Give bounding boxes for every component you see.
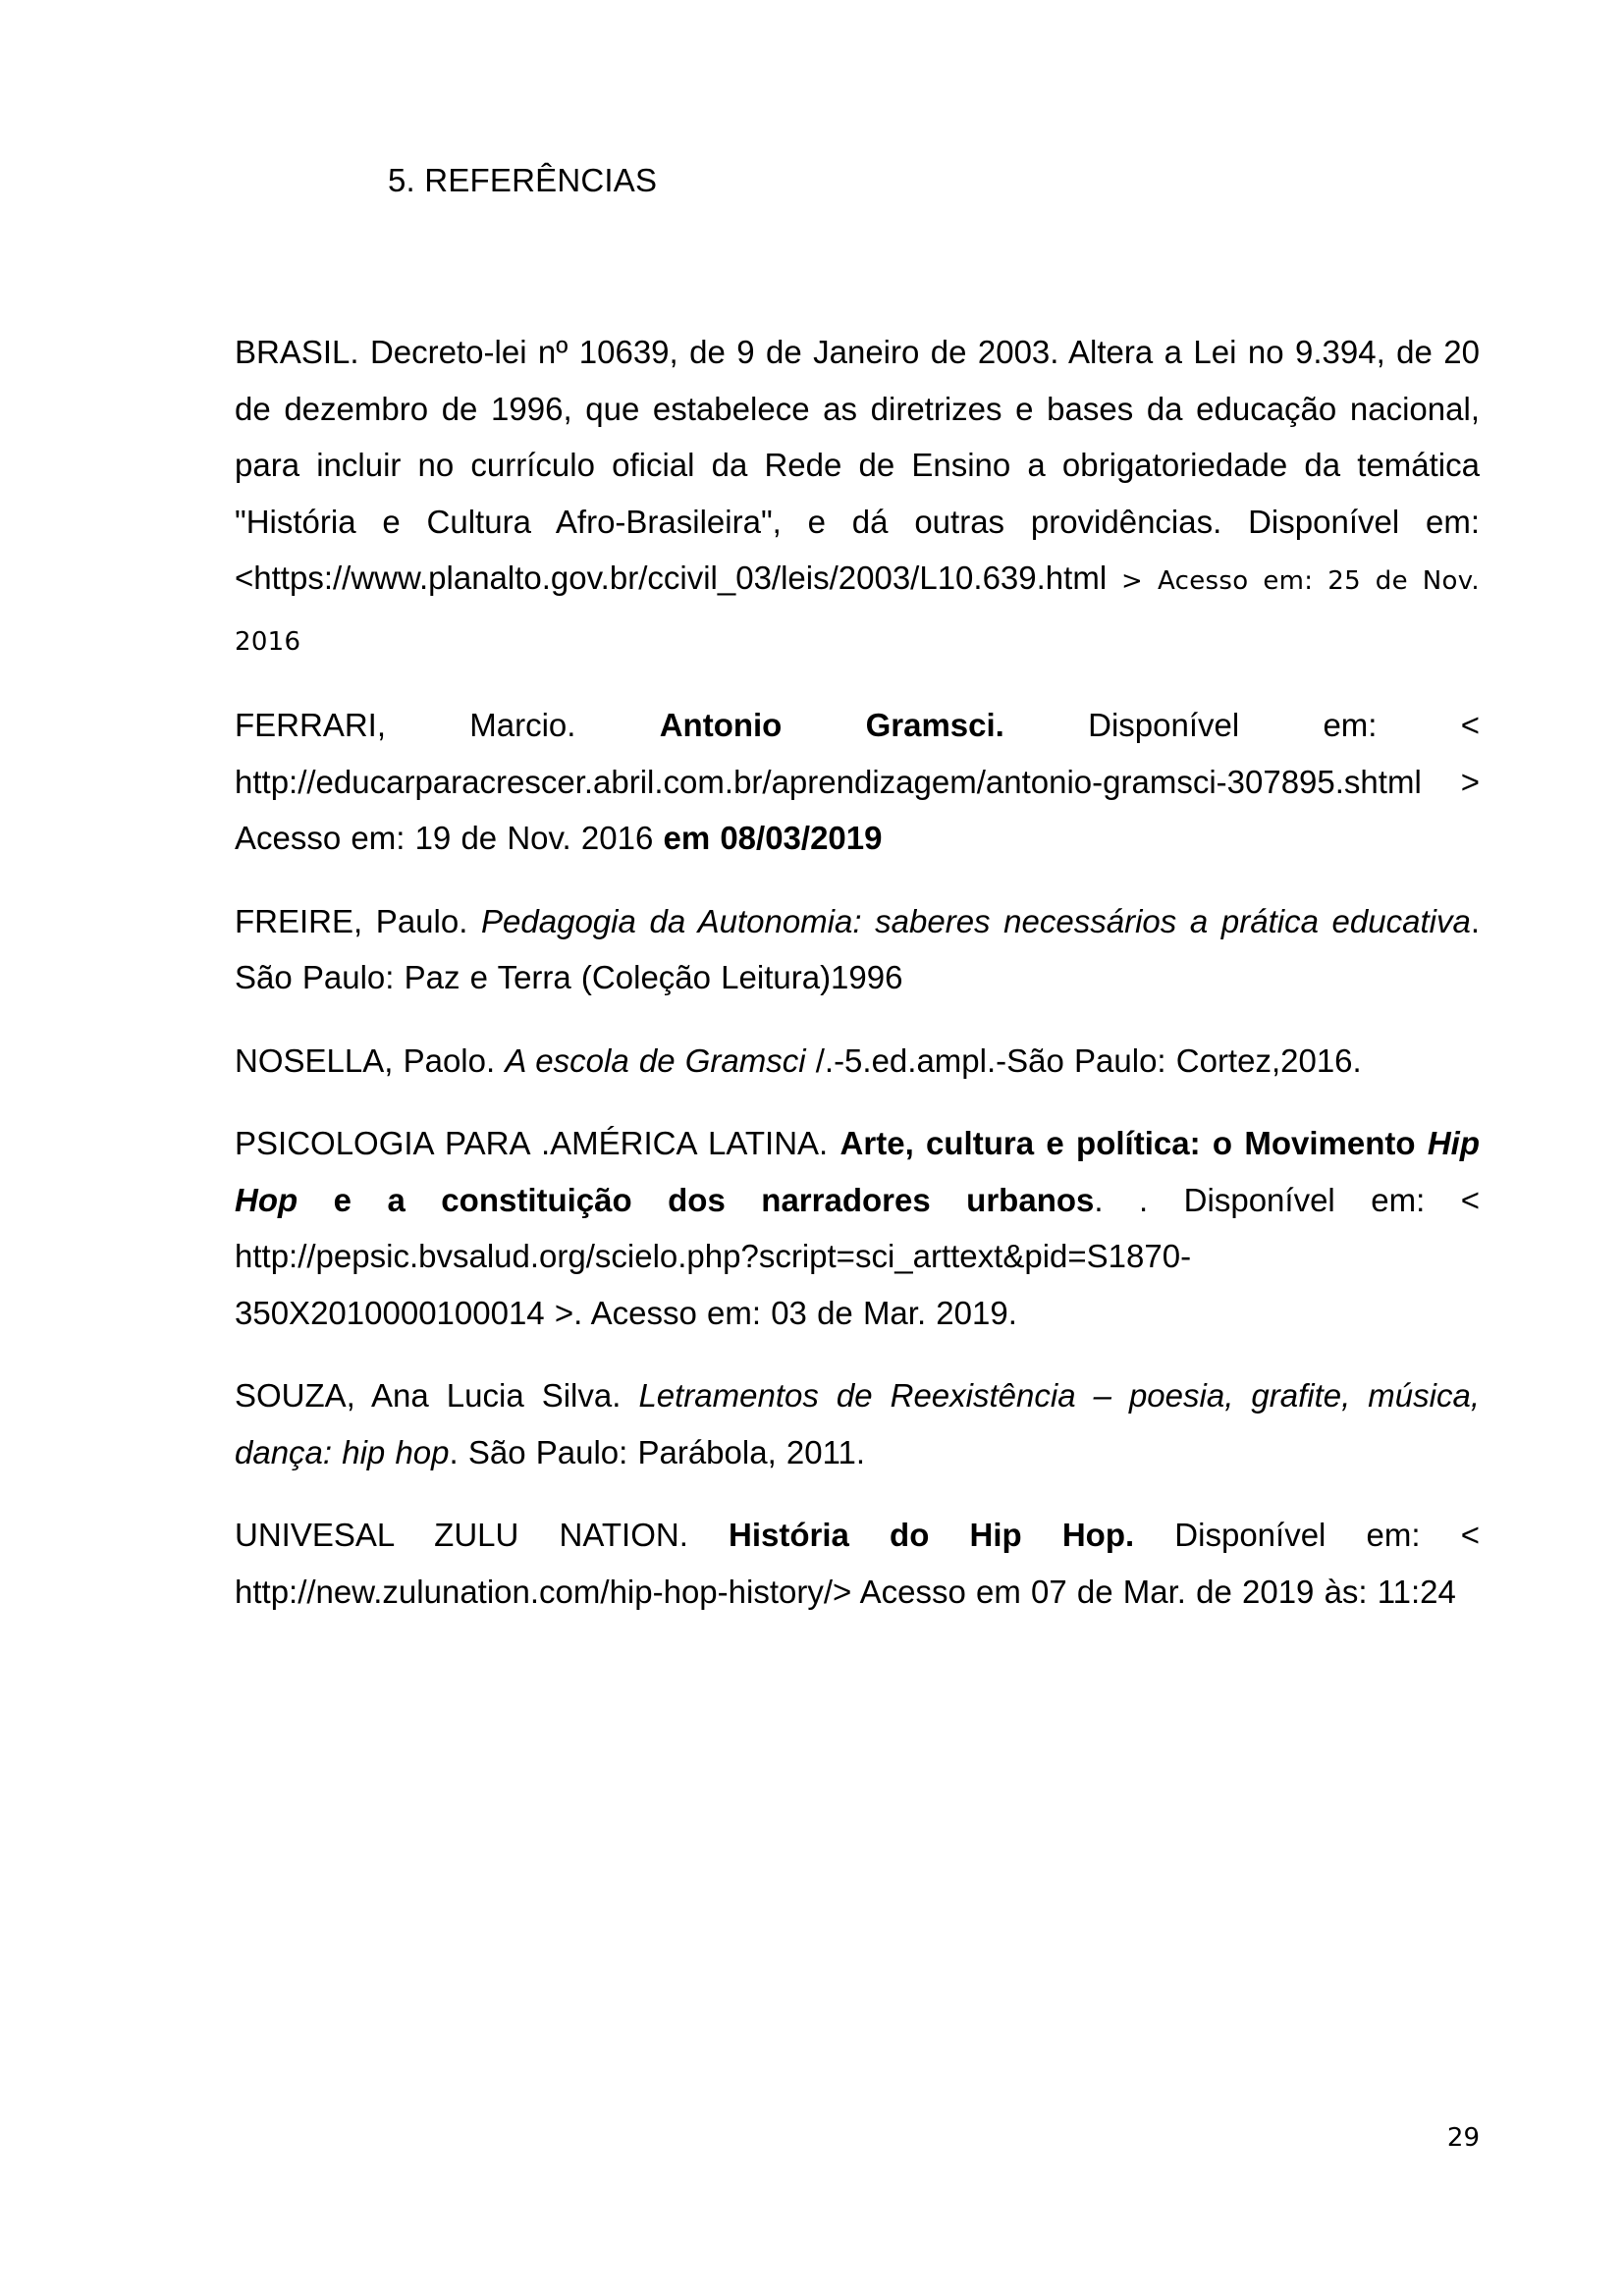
reference-author: FERRARI, Marcio. [235,707,660,743]
reference-title-a: Arte, cultura e política: o Movimento [839,1125,1428,1161]
reference-separator: . . Disponível em: < [1094,1181,1480,1218]
reference-url: http://pepsic.bvsalud.org/scielo.php?script=sci_arttext&pid=S1870-350X2010000100014 [235,1238,1192,1331]
reference-available: Disponível em: < http://educarparacrescer.abril.com.br/aprendizagem/antonio-gramsci-307895.shtml > Acesso em: 19 de Nov. 2016 [235,707,1480,856]
section-title: 5. REFERÊNCIAS [388,162,658,198]
reference-access: >. Acesso em: 03 de Mar. 2019. [544,1294,1017,1331]
page-number: 29 [1446,2123,1480,2153]
reference-author: PSICOLOGIA PARA .AMÉRICA LATINA. [235,1125,840,1161]
reference-rest: . São Paulo: Parábola, 2011. [449,1433,866,1470]
reference-title: A escola de Gramsci [505,1041,806,1079]
reference-freire [235,893,1480,1006]
reference-author: FREIRE, Paulo. [235,902,482,939]
reference-ferrari [235,697,1480,867]
reference-title: Letramentos de Reexistência – poesia, grafite, música, dança: hip hop [235,1377,1480,1470]
reference-souza [235,1367,1480,1480]
reference-zulu [235,1507,1480,1620]
reference-psicologia [235,1115,1480,1341]
reference-access: > Acesso em: 25 de Nov. 2016 [235,566,1480,657]
reference-title: Antonio Gramsci. [659,707,1004,743]
reference-title: Pedagogia da Autonomia: saberes necessários a prática educativa [481,902,1471,939]
reference-title-b: e a constituição dos narradores urbanos [298,1181,1095,1218]
reference-extra: em 08/03/2019 [663,820,883,856]
reference-title: História do Hip Hop. [729,1517,1135,1553]
reference-author: NOSELLA, Paolo. [235,1041,506,1079]
reference-nosella [235,1033,1480,1090]
reference-author: UNIVESAL ZULU NATION. [235,1517,730,1553]
references-list [235,324,1480,1646]
reference-text: BRASIL. Decreto-lei nº 10639, de 9 de Janeiro de 2003. Altera a Lei no 9.394, de 20 de dezembro de 1996, que estabelece as diretrizes e bases da educação nacional, para incluir no currículo oficial da Rede de Ensino a obrigatoriedade da temática "História e Cultura Afro-Brasileira", e dá outras providências. Disponível em: <https://www.planalto.gov.br/ccivil_03/leis/2003/L10.639.html [235,334,1480,596]
reference-rest: . São Paulo: Paz e Terra (Coleção Leitura)1996 [235,902,1480,995]
reference-brasil [235,324,1480,670]
reference-rest: /.-5.ed.ampl.-São Paulo: Cortez,2016. [805,1041,1362,1079]
reference-rest: Disponível em: < http://new.zulunation.com/hip-hop-history/> Acesso em 07 de Mar. de 2019 às: 11:24 [235,1517,1480,1610]
reference-author: SOUZA, Ana Lucia Silva. [235,1377,639,1414]
reference-title-hip-hop: Hip Hop [235,1125,1480,1218]
